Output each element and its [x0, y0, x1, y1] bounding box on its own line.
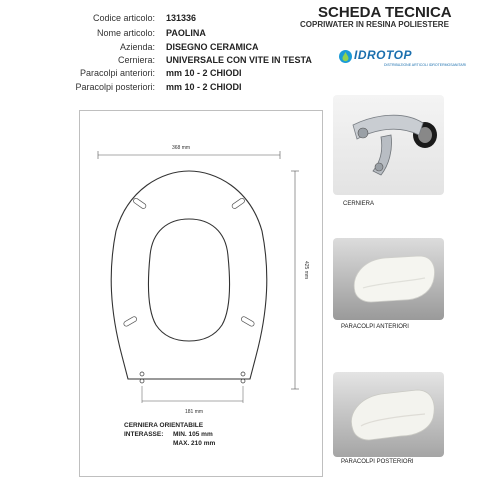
spec-value-code: 131336: [166, 13, 197, 23]
brand-tagline: DISTRIBUZIONE ARTICOLI IDROTERMOSANITARI: [384, 63, 467, 67]
water-drop-logo-icon: [339, 50, 352, 63]
seat-inner-opening: [148, 219, 229, 341]
rear-bumper-slot-right: [240, 316, 255, 327]
spec-value-hinge: UNIVERSALE CON VITE IN TESTA: [166, 55, 312, 65]
technical-drawing-frame: [79, 110, 323, 477]
spec-label-rear-bumpers: Paracolpi posteriori:: [75, 82, 155, 92]
rear-bumper-slot-left: [123, 316, 138, 327]
page-title: SCHEDA TECNICA: [318, 4, 452, 21]
spec-label-code: Codice articolo:: [92, 13, 155, 23]
front-bumper-icon: [333, 238, 444, 320]
hinge-hole-left-bottom: [140, 379, 144, 383]
spec-label-front-bumpers: Paracolpi anteriori:: [79, 68, 155, 78]
front-bumper-slot-right: [231, 197, 245, 209]
spec-value-rear-bumpers: mm 10 - 2 CHIODI: [166, 82, 242, 92]
hinge-photo: [333, 95, 444, 195]
hinge-icon: [333, 95, 444, 195]
hinge-note-interasse: INTERASSE:: [124, 431, 164, 438]
brand-logo: IDROTOP: [354, 48, 412, 62]
hinge-caption: CERNIERA: [343, 201, 375, 207]
hinge-spacing-label: 181 mm: [185, 409, 204, 415]
spec-value-company: DISEGNO CERAMICA: [166, 42, 259, 52]
hinge-hole-right-bottom: [241, 379, 245, 383]
hinge-hole-right-top: [241, 372, 245, 376]
spec-label-hinge: Cerniera:: [117, 55, 155, 65]
spec-value-front-bumpers: mm 10 - 2 CHIODI: [166, 68, 242, 78]
rear-bumper-caption: PARACOLPI POSTERIORI: [341, 459, 414, 465]
hinge-note-min: MIN. 105 mm: [173, 431, 213, 438]
width-dimension-label: 368 mm: [172, 145, 191, 151]
page-subtitle: COPRIWATER IN RESINA POLIESTERE: [300, 20, 449, 29]
spec-value-name: PAOLINA: [166, 28, 206, 38]
rear-bumper-icon: [333, 372, 444, 457]
seat-outer-outline: [111, 171, 267, 379]
spec-label-company: Azienda:: [119, 42, 155, 52]
hinge-note-max: MAX. 210 mm: [173, 440, 216, 447]
hinge-hole-left-top: [140, 372, 144, 376]
front-bumper-slot-left: [133, 197, 147, 209]
front-bumper-photo: [333, 238, 444, 320]
spec-label-name: Nome articolo:: [96, 28, 155, 38]
hinge-note-title: CERNIERA ORIENTABILE: [124, 422, 204, 429]
front-bumper-caption: PARACOLPI ANTERIORI: [341, 324, 409, 330]
rear-bumper-photo: [333, 372, 444, 457]
height-dimension-label: 425 mm: [303, 261, 309, 280]
